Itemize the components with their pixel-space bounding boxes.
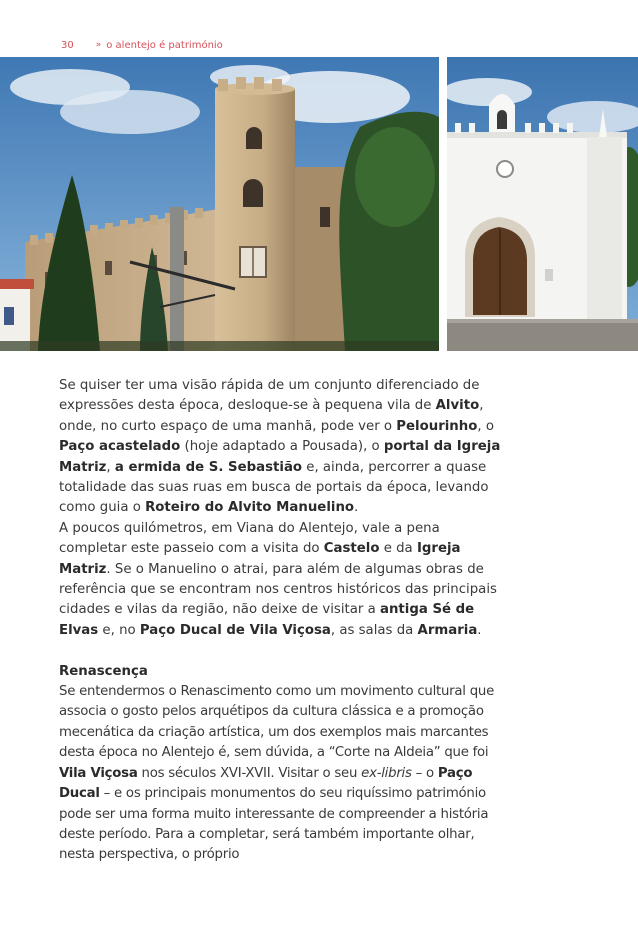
paragraph-alvito xyxy=(59,376,511,519)
running-header xyxy=(61,38,223,52)
text-span: (hoje adaptado a Pousada), o xyxy=(180,439,384,455)
paragraph-viana xyxy=(59,519,511,641)
text-span: , xyxy=(106,459,115,475)
chapel-photo xyxy=(447,57,638,351)
text-span: . xyxy=(354,500,359,516)
bold-term: Alvito xyxy=(435,398,480,414)
bold-term: Castelo xyxy=(323,541,380,557)
text-span: e da xyxy=(379,541,417,557)
bold-term: antiga Sé de Elvas xyxy=(59,602,475,638)
bold-term: Paço acastelado xyxy=(59,439,181,455)
text-span: , as salas da xyxy=(330,622,418,638)
bold-term: a ermida de S. Sebastião xyxy=(114,459,303,475)
section-title-text: o alentejo é património xyxy=(106,39,223,51)
subheading-renascenca: Renascença xyxy=(59,663,148,679)
paragraph-gap xyxy=(59,641,511,661)
bold-term: portal da Igreja Matriz xyxy=(59,439,501,475)
castle-photo-icon xyxy=(0,57,439,351)
text-span: – o xyxy=(411,765,438,781)
bold-term: Vila Viçosa xyxy=(59,765,138,781)
text-span: – e os principais monumentos do seu riquíssimo património pode ser uma forma muito interessante de compreender a história deste período. Para a completar, será também importante olhar, nesta perspectiva, o próprio xyxy=(59,786,489,863)
text-span: nos séculos XVI-XVII. Visitar o seu xyxy=(137,765,362,781)
section-title xyxy=(96,40,223,51)
text-span: Se entendermos o Renascimento como um movimento cultural que associa o gosto pelos arquétipos da cultura clássica e a promoção mecenática da criação artística, um dos exemplos mais marcantes desta época no Alentejo é, sem dúvida, a “Corte na Aldeia” que foi xyxy=(59,684,495,761)
text-span: , onde, no curto espaço de uma manhã, pode ver o xyxy=(59,398,484,434)
article-body xyxy=(59,376,511,866)
bold-term: Igreja Matriz xyxy=(59,541,461,577)
text-span: e, ainda, percorrer a quase totalidade das suas ruas em busca de portais da época, levando como guia o xyxy=(59,459,489,516)
text-span: A poucos quilómetros, em Viana do Alentejo, vale a pena completar este passeio com a visita do xyxy=(59,520,440,557)
italic-term: ex-libris xyxy=(361,765,412,781)
text-span: , o xyxy=(477,418,494,434)
bold-term: Armaria xyxy=(417,622,478,638)
bold-term: Roteiro do Alvito Manuelino xyxy=(145,500,355,516)
text-span: e, no xyxy=(98,622,140,638)
text-span: . Se o Manuelino o atrai, para além de algumas obras de referência que se encontram nos centros históricos das principais cidades e vilas da região, não deixe de visitar a xyxy=(59,561,497,618)
bold-term: Paço Ducal xyxy=(59,765,473,802)
paragraph-renascenca xyxy=(59,682,511,866)
page-number: 30 xyxy=(61,39,74,51)
bold-term: Pelourinho xyxy=(396,418,478,434)
castle-photo xyxy=(0,57,439,351)
text-span: Se quiser ter uma visão rápida de um conjunto diferenciado de expressões desta época, desloque-se à pequena vila de xyxy=(59,378,480,414)
bold-term: Paço Ducal de Vila Viçosa xyxy=(139,622,331,638)
text-span: . xyxy=(477,622,482,638)
chevron-icon: » xyxy=(95,40,102,50)
chapel-photo-icon xyxy=(447,57,638,351)
